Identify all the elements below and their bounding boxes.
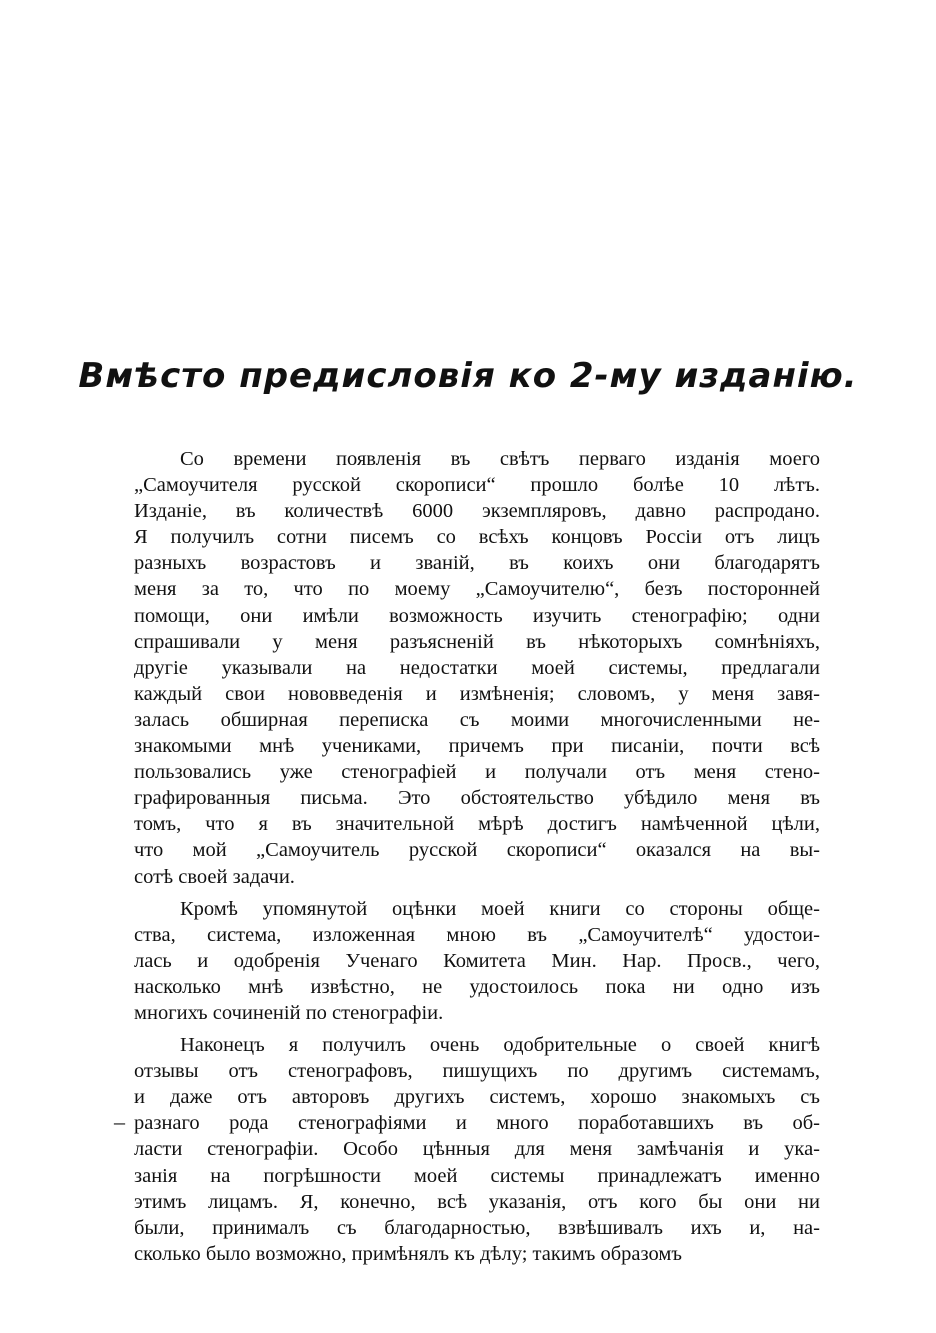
paragraphs bbox=[134, 446, 820, 1267]
text-line: разныхъ возрастовъ и званій, въ коихъ они благодарятъ bbox=[134, 552, 820, 575]
text-line: сотѣ своей задачи. bbox=[134, 865, 295, 888]
text-line: занія на погрѣшности моей системы принадлежатъ именно bbox=[134, 1164, 820, 1187]
text-line: насколько мнѣ извѣстно, не удостоилось пока ни одно изъ bbox=[134, 975, 820, 998]
text-line: и даже отъ авторовъ другихъ системъ, хорошо знакомыхъ съ bbox=[134, 1086, 820, 1109]
text-line: Изданіе, въ количествѣ 6000 экземпляровъ, давно распродано. bbox=[134, 500, 820, 523]
text-line: залась обширная переписка съ моими многочисленными не- bbox=[134, 708, 820, 731]
text-line: ства, система, изложенная мною въ „Самоучителѣ“ удостои- bbox=[134, 923, 820, 946]
text-line: разнаго рода стенографіями и много поработавшихъ въ об- bbox=[134, 1112, 820, 1135]
paragraph bbox=[134, 896, 820, 1026]
text-line: Наконецъ я получилъ очень одобрительные о своей книгѣ bbox=[180, 1034, 820, 1057]
page-title: Вмѣсто предисловія ко 2-му изданію. bbox=[78, 356, 858, 396]
text-line: отзывы отъ стенографовъ, пишущихъ по другимъ системамъ, bbox=[134, 1060, 820, 1083]
text-line: меня за то, что по моему „Самоучителю“, безъ посторонней bbox=[134, 578, 820, 601]
text-line: многихъ сочиненій по стенографіи. bbox=[134, 1001, 444, 1024]
text-line: другіе указывали на недостатки моей системы, предлагали bbox=[134, 656, 820, 679]
text-line: графированныя письма. Это обстоятельство убѣдило меня въ bbox=[134, 787, 820, 810]
text-line: лась и одобренія Ученаго Комитета Мин. Нар. Просв., чего, bbox=[134, 949, 820, 972]
text-line: что мой „Самоучитель русской скорописи“ оказался на вы- bbox=[134, 839, 820, 862]
text-line: сколько было возможно, примѣнялъ къ дѣлу; такимъ образомъ bbox=[134, 1242, 682, 1265]
paragraph bbox=[134, 1032, 820, 1267]
text-line: томъ, что я въ значительной мѣрѣ достигъ намѣченной цѣли, bbox=[134, 813, 820, 836]
text-line: Кромѣ упомянутой оцѣнки моей книги со стороны обще- bbox=[180, 897, 820, 920]
text-line: Со времени появленія въ свѣтъ перваго изданія моего bbox=[180, 448, 820, 470]
text-line: Я получилъ сотни писемъ со всѣхъ концовъ Россіи отъ лицъ bbox=[134, 526, 820, 549]
text-line: спрашивали у меня разъясненій въ нѣкоторыхъ сомнѣніяхъ, bbox=[134, 630, 820, 653]
text-line: были, принималъ съ благодарностью, взвѣшивалъ ихъ и, на- bbox=[134, 1216, 820, 1239]
paragraph bbox=[134, 446, 820, 890]
body-text bbox=[134, 446, 820, 1267]
margin-mark: – bbox=[114, 1109, 125, 1134]
text-line: помощи, они имѣли возможность изучить стенографію; одни bbox=[134, 604, 820, 627]
text-line: этимъ лицамъ. Я, конечно, всѣ указанія, отъ кого бы они ни bbox=[134, 1190, 820, 1213]
text-line: знакомыми мнѣ учениками, причемъ при писаніи, почти всѣ bbox=[134, 735, 820, 758]
text-line: каждый свои нововведенія и измѣненія; словомъ, у меня завя- bbox=[134, 682, 820, 705]
text-line: „Самоучителя русской скорописи“ прошло болѣе 10 лѣтъ. bbox=[134, 474, 820, 497]
text-line: пользовались уже стенографіей и получали отъ меня стено- bbox=[134, 761, 820, 784]
text-line: ласти стенографіи. Особо цѣнныя для меня замѣчанія и ука- bbox=[134, 1138, 820, 1161]
